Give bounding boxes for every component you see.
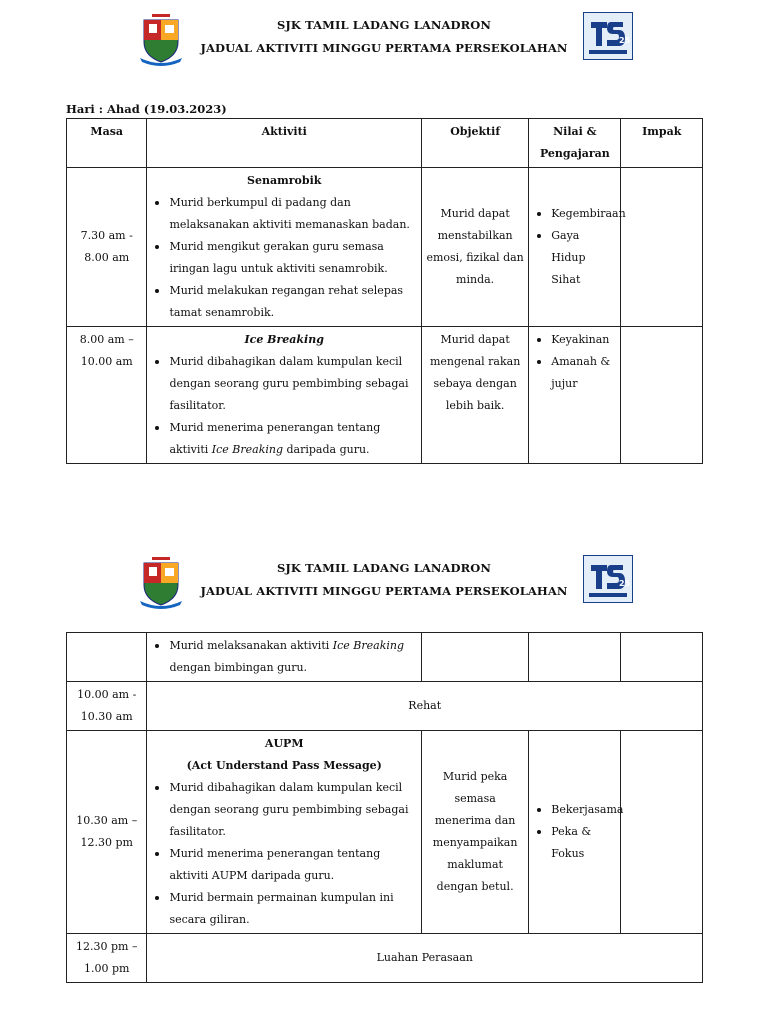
cell-impak <box>621 168 703 327</box>
cell-masa: 12.30 pm – 1.00 pm <box>67 934 147 983</box>
cell-objektif: Murid dapat menstabilkan emosi, fizikal dan minda. <box>422 168 529 327</box>
list-item: Kegembiraan <box>551 203 616 225</box>
activity-title: Ice Breaking <box>244 333 324 346</box>
activity-list <box>151 351 417 461</box>
ts25-logo <box>583 12 633 60</box>
item-text: Murid menerima penerangan tentang aktiviti <box>169 421 381 456</box>
page-2 <box>0 555 768 1024</box>
table-row <box>67 327 703 464</box>
school-name: SJK TAMIL LADANG LANADRON <box>276 18 492 32</box>
cell-masa: 7.30 am - 8.00 am <box>67 168 147 327</box>
cell-aktiviti <box>147 327 422 464</box>
cell-objektif <box>422 633 529 682</box>
schedule-table-1 <box>66 118 703 464</box>
list-item <box>169 635 417 679</box>
rehat-label: Rehat <box>147 682 703 731</box>
cell-aktiviti <box>147 633 422 682</box>
activity-title: AUPM <box>264 737 304 750</box>
nilai-list <box>533 799 624 865</box>
list-item: Bekerjasama <box>551 799 616 821</box>
nilai-list <box>533 329 616 395</box>
cell-aktiviti <box>147 168 422 327</box>
list-item: Murid berkumpul di padang dan melaksanakan aktiviti memanaskan badan. <box>169 192 417 236</box>
cell-nilai <box>529 633 621 682</box>
cell-impak <box>621 731 703 934</box>
list-item: Amanah & jujur <box>551 351 616 395</box>
activity-list <box>151 777 417 931</box>
item-italic: Ice Breaking <box>332 639 404 652</box>
table-row <box>67 633 703 682</box>
item-italic: Ice Breaking <box>211 443 284 456</box>
item-text: Murid melaksanakan aktiviti <box>169 639 333 652</box>
activity-list <box>151 635 417 679</box>
cell-nilai <box>529 168 626 327</box>
cell-masa: 8.00 am – 10.00 am <box>67 327 147 464</box>
luahan-label: Luahan Perasaan <box>147 934 703 983</box>
logo-number: 25 <box>619 36 631 45</box>
school-name: SJK TAMIL LADANG LANADRON <box>276 561 492 575</box>
header-2 <box>0 555 768 615</box>
cell-masa <box>67 633 147 682</box>
list-item: Murid dibahagikan dalam kumpulan kecil dengan seorang guru pembimbing sebagai fasilitator. <box>169 777 417 843</box>
list-item: Murid melakukan regangan rehat selepas tamat senamrobik. <box>169 280 417 324</box>
document-title: JADUAL AKTIVITI MINGGU PERTAMA PERSEKOLAHAN <box>200 41 568 55</box>
list-item: Murid menerima penerangan tentang aktiviti AUPM daripada guru. <box>169 843 417 887</box>
list-item: Peka & Fokus <box>551 821 616 865</box>
cell-nilai <box>529 731 624 934</box>
schedule-table-2 <box>66 632 703 983</box>
day-label: Hari : Ahad (19.03.2023) <box>66 102 227 116</box>
document-title: JADUAL AKTIVITI MINGGU PERTAMA PERSEKOLAHAN <box>200 584 568 598</box>
list-item: Murid bermain permainan kumpulan ini secara giliran. <box>169 887 417 931</box>
activity-title: Senamrobik <box>247 174 322 187</box>
cell-nilai <box>529 327 621 464</box>
item-text: daripada guru. <box>283 443 370 456</box>
cell-aktiviti <box>147 731 422 934</box>
list-item <box>169 417 417 461</box>
activity-subtitle: (Act Understand Pass Message) <box>186 759 382 772</box>
table-row <box>67 168 703 327</box>
header-impak: Impak <box>621 119 703 168</box>
header-masa: Masa <box>67 119 147 168</box>
logo-number: 25 <box>619 579 631 588</box>
page-1 <box>0 12 768 472</box>
list-item: Gaya Hidup Sihat <box>551 225 616 291</box>
table-row <box>67 934 703 983</box>
cell-objektif: Murid peka semasa menerima dan menyampaikan maklumat dengan betul. <box>422 731 529 934</box>
ts25-logo <box>583 555 633 603</box>
cell-masa: 10.30 am – 12.30 pm <box>67 731 147 934</box>
table-header-row <box>67 119 703 168</box>
header-objektif: Objektif <box>422 119 529 168</box>
cell-masa: 10.00 am - 10.30 am <box>67 682 147 731</box>
nilai-list <box>533 203 626 291</box>
table-row <box>67 731 703 934</box>
list-item: Murid mengikut gerakan guru semasa iringan lagu untuk aktiviti senamrobik. <box>169 236 417 280</box>
header-aktiviti: Aktiviti <box>147 119 422 168</box>
list-item: Keyakinan <box>551 329 616 351</box>
table-row <box>67 682 703 731</box>
header-nilai: Nilai & Pengajaran <box>529 119 621 168</box>
list-item: Murid dibahagikan dalam kumpulan kecil dengan seorang guru pembimbing sebagai fasilitator. <box>169 351 417 417</box>
cell-impak <box>621 327 703 464</box>
activity-list <box>151 192 417 324</box>
cell-impak <box>621 633 703 682</box>
item-text: dengan bimbingan guru. <box>169 661 308 674</box>
cell-objektif: Murid dapat mengenal rakan sebaya dengan lebih baik. <box>422 327 529 464</box>
header-1 <box>0 12 768 72</box>
